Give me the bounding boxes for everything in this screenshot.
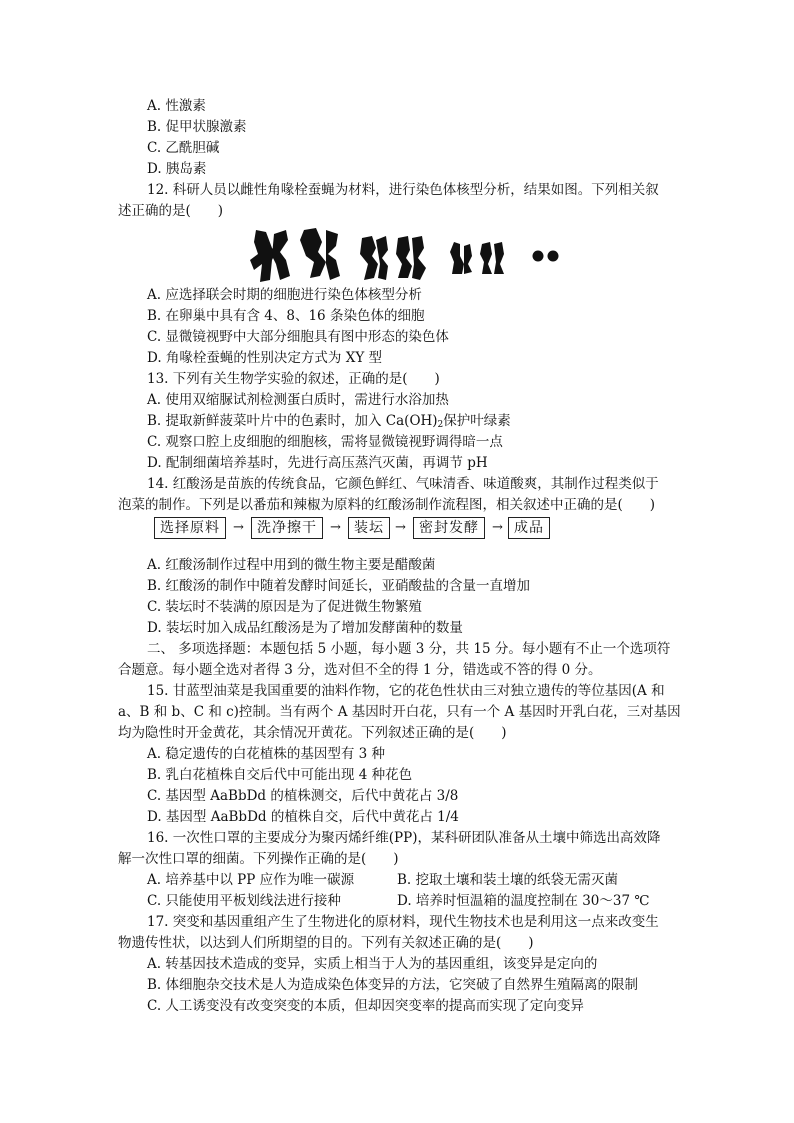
- q15-option-c: C. 基因型 AaBbDd 的植株测交，后代中黄花占 3/8: [147, 788, 459, 804]
- q13-option-b: [147, 411, 511, 431]
- flow-step-5: 成品: [508, 517, 550, 539]
- q15-stem-line1: 15. 甘蓝型油菜是我国重要的油料作物，它的花色性状由三对独立遗传的等位基因(A 和: [147, 683, 665, 699]
- flow-arrow-icon: →: [395, 520, 406, 535]
- q13-option-b-subscript: 2: [437, 420, 444, 430]
- q17-stem-line1: 17. 突变和基因重组产生了生物进化的原材料，现代生物技术也是利用这一点来改变生: [147, 914, 659, 930]
- flow-arrow-icon: →: [233, 520, 244, 535]
- q15-stem-line3: 均为隐性时开金黄花，其余情况开黄花。下列叙述正确的是( ): [118, 725, 507, 741]
- flow-arrow-icon: →: [492, 520, 503, 535]
- chromosome-medium-1: [360, 236, 388, 280]
- karyotype-figure: [248, 226, 578, 284]
- q11-option-a: A. 性激素: [147, 98, 206, 114]
- q16-stem-line1: 16. 一次性口罩的主要成分为聚丙烯纤维(PP)，某科研团队准备从土壤中筛选出高效降: [147, 830, 661, 846]
- q16-option-c: C. 只能使用平板划线法进行接种: [147, 893, 341, 909]
- q16-option-d: D. 培养时恒温箱的温度控制在 30～37 ℃: [397, 893, 650, 909]
- chromosome-small-1: [450, 242, 472, 274]
- q11-option-b: B. 促甲状腺激素: [147, 119, 247, 135]
- q12-option-c: C. 显微镜视野中大部分细胞具有图中形态的染色体: [147, 329, 449, 345]
- q13-option-b-rest: 保护叶绿素: [443, 413, 511, 429]
- q15-option-d: D. 基因型 AaBbDd 的植株自交，后代中黄花占 1/4: [147, 809, 459, 825]
- flow-step-3: 装坛: [348, 517, 390, 539]
- q12-option-d: D. 角喙栓蚕蝇的性别决定方式为 XY 型: [147, 350, 383, 366]
- q17-option-a: A. 转基因技术造成的变异，实质上相当于人为的基因重组，该变异是定向的: [147, 956, 598, 972]
- q14-stem-line2: 泡菜的制作。下列是以番茄和辣椒为原料的红酸汤制作流程图，相关叙述中正确的是( ): [118, 497, 656, 513]
- q15-option-b: B. 乳白花植株自交后代中可能出现 4 种花色: [147, 767, 413, 783]
- q11-option-d: D. 胰岛素: [147, 161, 207, 177]
- q13-option-d: D. 配制细菌培养基时，先进行高压蒸汽灭菌，再调节 pH: [147, 455, 488, 471]
- flow-step-2: 洗净擦干: [251, 517, 323, 539]
- q12-stem-line2: 述正确的是( ): [118, 203, 224, 219]
- q16-stem-line2: 解一次性口罩的细菌。下列操作正确的是( ): [118, 851, 399, 867]
- flow-chart: [150, 517, 550, 543]
- q14-option-a: A. 红酸汤制作过程中用到的微生物主要是醋酸菌: [147, 557, 436, 573]
- chromosome-small-2: [480, 242, 504, 274]
- q11-option-c: C. 乙酰胆碱: [147, 140, 220, 156]
- q13-option-c: C. 观察口腔上皮细胞的细胞核，需将显微镜视野调得暗一点: [147, 434, 503, 450]
- q12-option-b: B. 在卵巢中具有含 4、8、16 条染色体的细胞: [147, 308, 425, 324]
- q16-option-a: A. 培养基中以 PP 应作为唯一碳源: [147, 872, 355, 888]
- q15-option-a: A. 稳定遗传的白花植株的基因型有 3 种: [147, 746, 386, 762]
- section2-heading: 二、 多项选择题：本题包括 5 小题，每小题 3 分，共 15 分。每小题有不止一个选项符: [147, 641, 671, 657]
- q17-stem-line2: 物遗传性状，以达到人们所期望的目的。下列有关叙述正确的是( ): [118, 935, 534, 951]
- chromosome-large-2: [300, 228, 340, 280]
- q13-stem: 13. 下列有关生物学实验的叙述，正确的是( ): [147, 371, 440, 387]
- q14-option-c: C. 装坛时不装满的原因是为了促进微生物繁殖: [147, 599, 422, 615]
- flow-step-4: 密封发酵: [413, 517, 485, 539]
- q14-option-b: B. 红酸汤的制作中随着发酵时间延长，亚硝酸盐的含量一直增加: [147, 578, 531, 594]
- q17-option-b: B. 体细胞杂交技术是人为造成染色体变异的方法，它突破了自然界生殖隔离的限制: [147, 977, 639, 993]
- q13-option-a: A. 使用双缩脲试剂检测蛋白质时，需进行水浴加热: [147, 392, 449, 408]
- q14-stem-line1: 14. 红酸汤是苗族的传统食品，它颜色鲜红、气味清香、味道酸爽，其制作过程类似于: [147, 476, 659, 492]
- q17-option-c: C. 人工诱变没有改变突变的本质，但却因突变率的提高而实现了定向变异: [147, 998, 584, 1014]
- chromosome-large-1: [250, 230, 290, 282]
- chromosome-dot-1: [533, 251, 544, 262]
- section2-instructions: 合题意。每小题全选对者得 3 分，选对但不全的得 1 分，错选或不答的得 0 分。: [118, 662, 602, 678]
- flow-arrow-icon: →: [330, 520, 341, 535]
- chromosome-medium-2: [396, 236, 426, 280]
- q12-option-a: A. 应选择联会时期的细胞进行染色体核型分析: [147, 287, 422, 303]
- q16-option-b: B. 挖取土壤和装土壤的纸袋无需灭菌: [397, 872, 619, 888]
- q12-stem-line1: 12. 科研人员以雌性角喙栓蚕蝇为材料，进行染色体核型分析，结果如图。下列相关叙: [147, 182, 659, 198]
- flow-step-1: 选择原料: [154, 517, 226, 539]
- q14-option-d: D. 装坛时加入成品红酸汤是为了增加发酵菌种的数量: [147, 620, 463, 636]
- q13-option-b-text: B. 提取新鲜菠菜叶片中的色素时，加入 Ca(OH): [147, 413, 438, 429]
- chromosome-dot-2: [548, 251, 559, 262]
- q15-stem-line2: a、B 和 b、C 和 c)控制。当有两个 A 基因时开白花，只有一个 A 基因时开乳白花，三对基因: [118, 704, 681, 720]
